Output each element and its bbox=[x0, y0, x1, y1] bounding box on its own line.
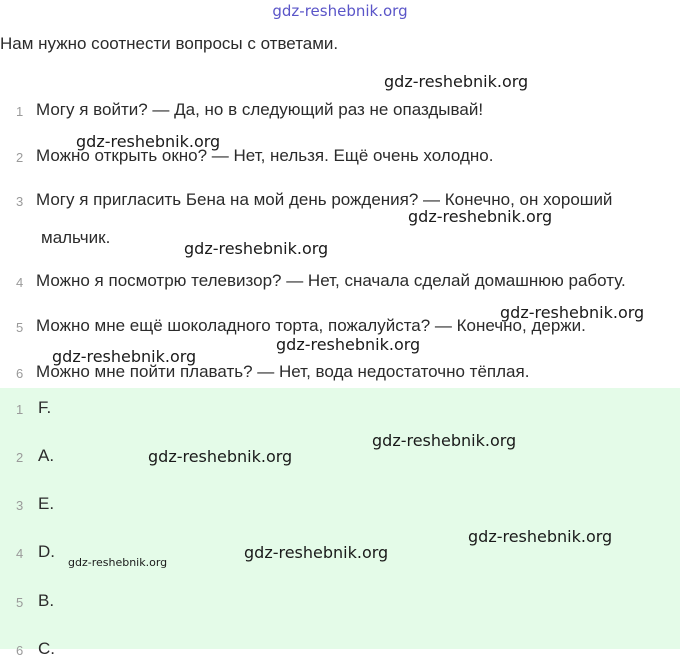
watermark: gdz-reshebnik.org bbox=[76, 132, 221, 151]
watermark: gdz-reshebnik.org bbox=[148, 447, 293, 466]
watermark: gdz-reshebnik.org bbox=[408, 207, 553, 226]
question-text: Могу я пригласить Бена на мой день рождения? — Конечно, он хороший bbox=[36, 190, 613, 209]
question-text: Можно открыть окно? — Нет, нельзя. Ещё очень холодно. bbox=[36, 146, 494, 165]
watermark: gdz-reshebnik.org bbox=[384, 72, 529, 91]
question-number: 5 bbox=[16, 320, 24, 335]
watermark: gdz-reshebnik.org bbox=[276, 335, 421, 354]
question-number: 6 bbox=[16, 366, 24, 381]
answer-letter: A. bbox=[38, 446, 55, 465]
question-number: 4 bbox=[16, 275, 24, 290]
watermark: gdz-reshebnik.org bbox=[372, 431, 517, 450]
answer-letter: F. bbox=[38, 398, 52, 417]
answer-letter: E. bbox=[38, 494, 55, 513]
answer-letter: C. bbox=[38, 639, 55, 658]
watermark: gdz-reshebnik.org bbox=[184, 239, 329, 258]
answer-letter: D. bbox=[38, 542, 55, 561]
watermark: gdz-reshebnik.org bbox=[52, 347, 197, 366]
question-text: Можно мне пойти плавать? — Нет, вода недостаточно тёплая. bbox=[36, 362, 530, 381]
answer-number: 1 bbox=[16, 402, 24, 417]
watermark: gdz-reshebnik.org bbox=[68, 556, 168, 569]
obscured-heading bbox=[60, 80, 660, 91]
question-text-continuation: мальчик. bbox=[41, 228, 111, 247]
answers-panel bbox=[0, 388, 680, 658]
answer-letter: B. bbox=[38, 591, 55, 610]
question-text: Можно мне ещё шоколадного торта, пожалуйста? — Конечно, держи. bbox=[36, 316, 586, 335]
watermark-top: gdz-reshebnik.org bbox=[272, 2, 408, 20]
watermark: gdz-reshebnik.org bbox=[468, 527, 613, 546]
question-text: Могу я войти? — Да, но в следующий раз не опаздывай! bbox=[36, 100, 484, 119]
intro-text: Нам нужно соотнести вопросы с ответами. bbox=[0, 34, 339, 53]
answer-number: 2 bbox=[16, 450, 24, 465]
question-text: Можно я посмотрю телевизор? — Нет, сначала сделай домашнюю работу. bbox=[36, 271, 626, 290]
answer-number: 4 bbox=[16, 546, 24, 561]
watermark: gdz-reshebnik.org bbox=[244, 543, 389, 562]
question-number: 1 bbox=[16, 104, 24, 119]
answer-number: 5 bbox=[16, 595, 24, 610]
watermark: gdz-reshebnik.org bbox=[500, 303, 645, 322]
answer-number: 3 bbox=[16, 498, 24, 513]
question-number: 2 bbox=[16, 150, 24, 165]
question-number: 3 bbox=[16, 194, 24, 209]
answer-number: 6 bbox=[16, 643, 24, 658]
